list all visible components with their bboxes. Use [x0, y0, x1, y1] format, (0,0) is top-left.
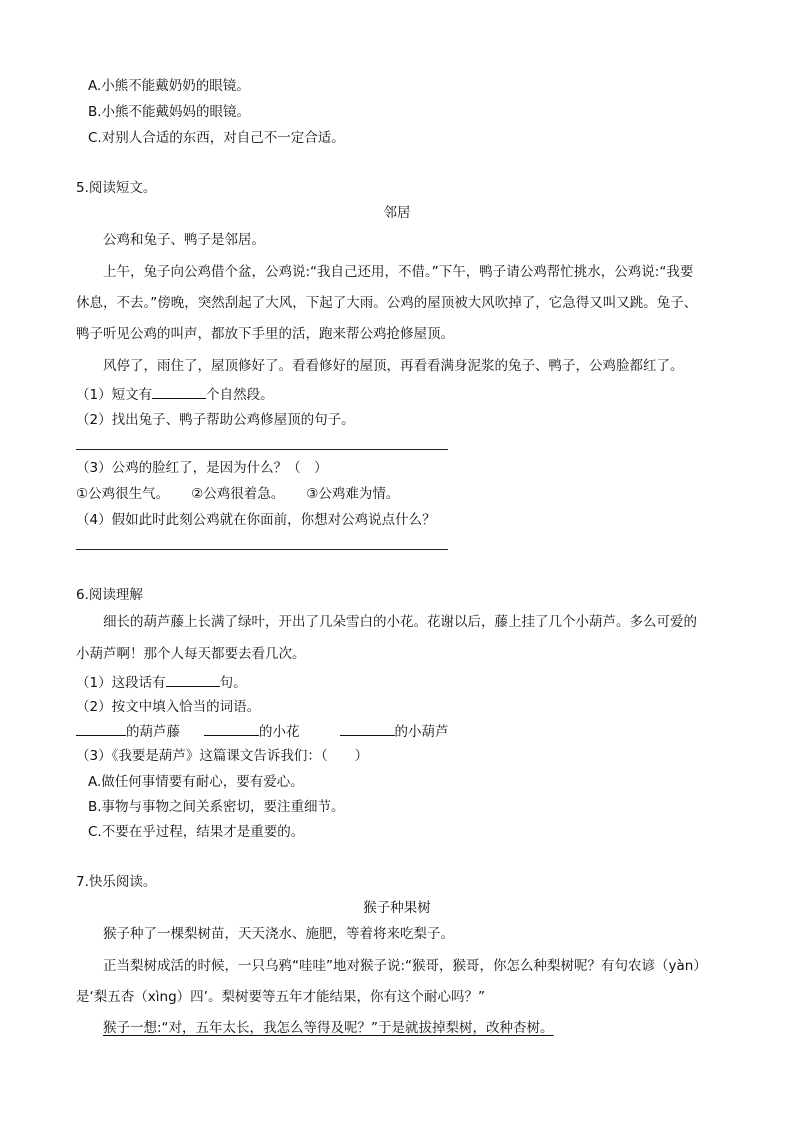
q5-heading: 5.阅读短文。 — [76, 180, 157, 196]
q5-paragraph: 鸭子听见公鸡的叫声，都放下手里的活，跑来帮公鸡抢修屋顶。 — [76, 326, 454, 342]
q7-paragraph: 正当梨树成活的时候，一只乌鸦“哇哇”地对猴子说:“猴哥，猴哥，你怎么种梨树呢？有句农谚（yàn） — [103, 958, 707, 974]
answer-blank[interactable] — [340, 721, 395, 736]
q7-passage-title: 猴子种果树 — [363, 900, 431, 916]
q5-sub3-options — [76, 484, 399, 504]
q6-option-b: B.事物与事物之间关系密切，要注重细节。 — [88, 799, 345, 815]
q5-sub1-suffix: 个自然段。 — [206, 387, 274, 403]
q6-option-c: C.不要在乎过程，结果才是重要的。 — [88, 824, 305, 840]
q5-option: ①公鸡很生气。 — [76, 486, 170, 502]
q6-fill-row — [76, 721, 449, 742]
q5-option: ③公鸡难为情。 — [306, 486, 400, 502]
q6-paragraph-line: 小葫芦啊！那个人每天都要去看几次。 — [76, 646, 306, 662]
q6-heading: 6.阅读理解 — [76, 587, 143, 603]
q6-sub2: （2）按文中填入恰当的词语。 — [76, 699, 261, 715]
answer-line[interactable] — [76, 449, 448, 450]
q7-paragraph: 是‘梨五杏（xìng）四’。梨树要等五年才能结果，你有这个耐心吗？” — [76, 989, 485, 1005]
answer-blank[interactable] — [76, 721, 126, 736]
q6-fill-label: 的葫芦藤 — [126, 724, 180, 740]
q7-heading: 7.快乐阅读。 — [76, 874, 157, 890]
q4-option-b: B.小熊不能戴妈妈的眼镜。 — [88, 104, 251, 120]
q6-sub1-prefix: （1）这段话有 — [76, 675, 166, 691]
q6-fill-label: 的小花 — [259, 724, 300, 740]
answer-blank[interactable] — [152, 384, 206, 399]
q5-paragraph: 风停了，雨住了，屋顶修好了。看看修好的屋顶，再看看满身泥浆的兔子、鸭子，公鸡脸都红了。 — [103, 358, 684, 374]
q7-paragraph: 猴子种了一棵梨树苗，天天浇水、施肥，等着将来吃梨子。 — [103, 926, 454, 942]
q5-sub3: （3）公鸡的脸红了，是因为什么？（ ） — [76, 460, 328, 476]
q5-option: ②公鸡很着急。 — [191, 486, 285, 502]
q5-paragraph: 上午，兔子向公鸡借个盆，公鸡说:“我自己还用，不借。”下午，鸭子请公鸡帮忙挑水，公鸡说:“我要 — [103, 264, 694, 280]
q5-sub1-prefix: （1）短文有 — [76, 387, 153, 403]
answer-line[interactable] — [76, 549, 448, 550]
answer-blank[interactable] — [166, 672, 220, 687]
q6-fill-label: 的小葫芦 — [394, 724, 449, 740]
q7-underlined-sentence: 猴子一想:“对，五年太长，我怎么等得及呢？”于是就拔掉梨树，改种杏树。 — [103, 1020, 554, 1036]
q5-paragraph: 公鸡和兔子、鸭子是邻居。 — [103, 232, 265, 248]
q6-sub3: （3）《我要是葫芦》这篇课文告诉我们：（ ） — [76, 748, 369, 764]
q5-passage-title: 邻居 — [383, 205, 411, 221]
q6-paragraph-line: 细长的葫芦藤上长满了绿叶，开出了几朵雪白的小花。花谢以后，藤上挂了几个小葫芦。多么可爱的 — [103, 614, 697, 630]
q6-sub1-suffix: 句。 — [219, 675, 247, 691]
q5-sub2: （2）找出兔子、鸭子帮助公鸡修屋顶的句子。 — [76, 412, 355, 428]
q5-sub1 — [76, 384, 274, 405]
q4-option-a: A.小熊不能戴奶奶的眼镜。 — [88, 78, 250, 94]
q5-sub4: （4）假如此时此刻公鸡就在你面前，你想对公鸡说点什么？ — [76, 512, 436, 528]
q6-sub1 — [76, 672, 247, 693]
answer-blank[interactable] — [204, 721, 259, 736]
q6-option-a: A.做任何事情要有耐心，要有爱心。 — [88, 774, 304, 790]
q4-option-c: C.对别人合适的东西，对自己不一定合适。 — [88, 130, 345, 146]
q5-paragraph: 休息，不去。”傍晚，突然刮起了大风，下起了大雨。公鸡的屋顶被大风吹掉了，它急得又叫又跳。兔子、 — [76, 295, 698, 311]
